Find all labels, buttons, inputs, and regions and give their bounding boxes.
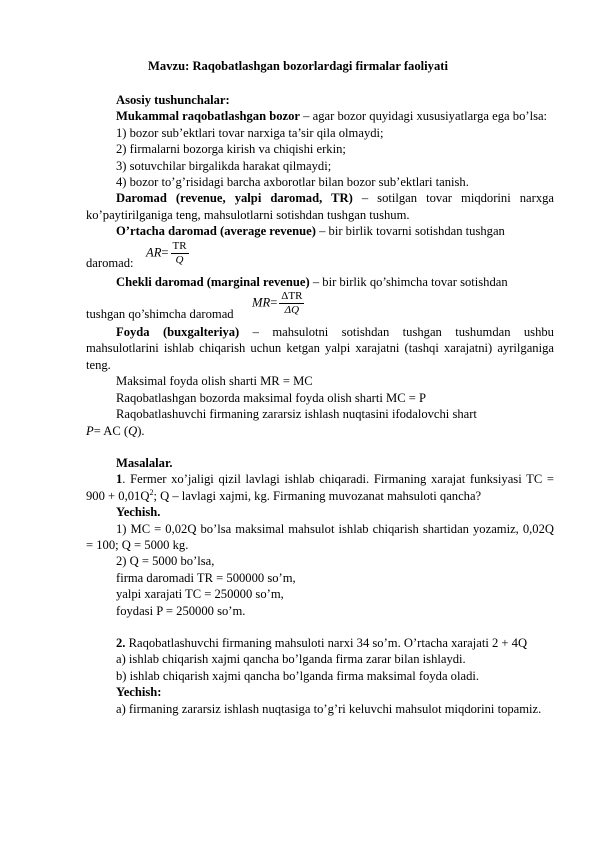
problem-1-statement [86, 471, 554, 504]
document-body [86, 92, 554, 717]
marginal-revenue-paragraph [86, 274, 554, 290]
breakeven-formula [86, 423, 554, 439]
average-revenue-definition: – bir birlik tovarni sotishdan tushgan [315, 224, 505, 239]
formula-equals: = [161, 245, 169, 260]
formula-denominator: Q [175, 253, 184, 266]
average-revenue-formula-line [86, 240, 554, 274]
problem-1-text: . Fermer xo’jaligi qizil lavlagi ishlab chiqaradi. Firmaning xarajat funksiyasi TC = 900 + 0,01Q [86, 472, 554, 503]
page-title: Mavzu: Raqobatlashgan bozorlardagi firmalar faoliyati [148, 59, 448, 73]
solution-line: foydasi P = 250000 so’m. [116, 603, 246, 618]
solution-line: 1) MC = 0,02Q bo’lsa maksimal mahsulot ishlab chiqarish shartidan yozamiz, 0,02Q = 100; Q = 5000 kg. [86, 521, 554, 552]
condition-item: 3) sotuvchilar birgalikda harakat qilmaydi; [116, 158, 332, 173]
problem-2-text: Raqobatlashuvchi firmaning mahsuloti narxi 34 so’m. O’rtacha xarajati 2 + 4Q [125, 635, 528, 650]
formula-fraction [279, 290, 304, 317]
formula-variable: Q [128, 423, 138, 438]
condition-item: 2) firmalarni bozorga kirish va chiqishi erkin; [116, 142, 346, 157]
problem-2-solution-heading: Yechish: [116, 685, 162, 700]
profit-paragraph [86, 324, 554, 373]
revenue-term: Daromad (revenue, yalpi daromad, TR) [116, 191, 353, 206]
marginal-revenue-formula [252, 290, 306, 317]
average-revenue-formula [146, 240, 191, 267]
problem-1-solution-heading: Yechish. [116, 505, 161, 520]
profit-term: Foyda (buxgalteriya) [116, 325, 240, 340]
formula-close: ). [137, 423, 145, 438]
problem-1-text-end: ; Q – lavlagi xajmi, kg. Firmaning muvozanat mahsuloti qancha? [153, 488, 482, 503]
formula-numerator: TR [172, 239, 187, 252]
problem-2-question-b: b) ishlab chiqarish xajmi qancha bo’lganda firma maksimal foyda oladi. [116, 668, 480, 683]
marginal-revenue-term: Chekli daromad (marginal revenue) [116, 274, 310, 289]
formula-fraction [171, 240, 189, 267]
problem-2-statement [86, 635, 554, 651]
marginal-revenue-definition: – bir birlik qo’shimcha tovar sotishdan [309, 274, 508, 289]
max-profit-condition: Maksimal foyda olish sharti MR = MC [116, 374, 313, 389]
condition-item: 4) bozor to’g’risidagi barcha axborotlar bilan bozor sub’ektlari tanish. [116, 175, 469, 190]
marginal-revenue-tail: tushgan qo’shimcha daromad [86, 306, 234, 321]
marginal-revenue-formula-line [86, 290, 554, 324]
problem-2-solution-a: a) firmaning zararsiz ishlash nuqtasiga to’g’ri keluvchi mahsulot miqdorini topamiz. [116, 701, 542, 716]
perfect-competition-definition: – agar bozor quyidagi xususiyatlarga ega bo’lsa: [300, 109, 548, 124]
breakeven-condition-text: Raqobatlashuvchi firmaning zararsiz ishlash nuqtasini ifodalovchi shart [116, 407, 477, 422]
revenue-paragraph [86, 190, 554, 223]
formula-equals: = AC ( [93, 423, 129, 438]
formula-equals: = [270, 295, 278, 310]
formula-numerator: ΔTR [281, 290, 303, 303]
basics-heading: Asosiy tushunchalar: [116, 93, 230, 107]
perfect-competition-paragraph [86, 108, 554, 124]
average-revenue-tail: daromad: [86, 256, 134, 271]
problems-heading: Masalalar. [116, 455, 173, 470]
perfect-competition-term: Mukammal raqobatlashgan bozor [116, 109, 301, 124]
profit-definition: – mahsulotni sotishdan tushgan tushumdan ushbu mahsulotlarini ishlab chiqarish uchun ketgan yalpi xarajatni (tashqi xarajatni) ayrilganiga teng. [86, 325, 554, 372]
problem-1-number: 1 [116, 472, 123, 487]
problem-2-question-a: a) ishlab chiqarish xajmi qancha bo’lganda firma zarar bilan ishlaydi. [116, 652, 466, 667]
revenue-definition: – sotilgan tovar miqdorini narxga ko’paytirilganiga teng, mahsulotlarni sotishdan tushgan tushum. [86, 191, 555, 222]
average-revenue-paragraph [86, 223, 554, 239]
formula-lhs: AR [146, 245, 162, 260]
solution-line: firma daromadi TR = 500000 so’m, [116, 570, 296, 585]
condition-item: 1) bozor sub’ektlari tovar narxiga ta’sir qila olmaydi; [116, 125, 384, 140]
problem-2-number: 2. [116, 635, 126, 650]
formula-lhs: P [86, 423, 94, 438]
average-revenue-term: O’rtacha daromad (average revenue) [116, 224, 316, 239]
problem-1-exponent: 2 [149, 487, 154, 497]
formula-denominator: ΔQ [284, 304, 300, 317]
solution-line: 2) Q = 5000 bo’lsa, [116, 554, 215, 569]
formula-lhs: MR [252, 295, 271, 310]
competitive-max-profit-condition: Raqobatlashgan bozorda maksimal foyda olish sharti MC = P [116, 390, 427, 405]
solution-line: yalpi xarajati TC = 250000 so’m, [116, 587, 284, 602]
